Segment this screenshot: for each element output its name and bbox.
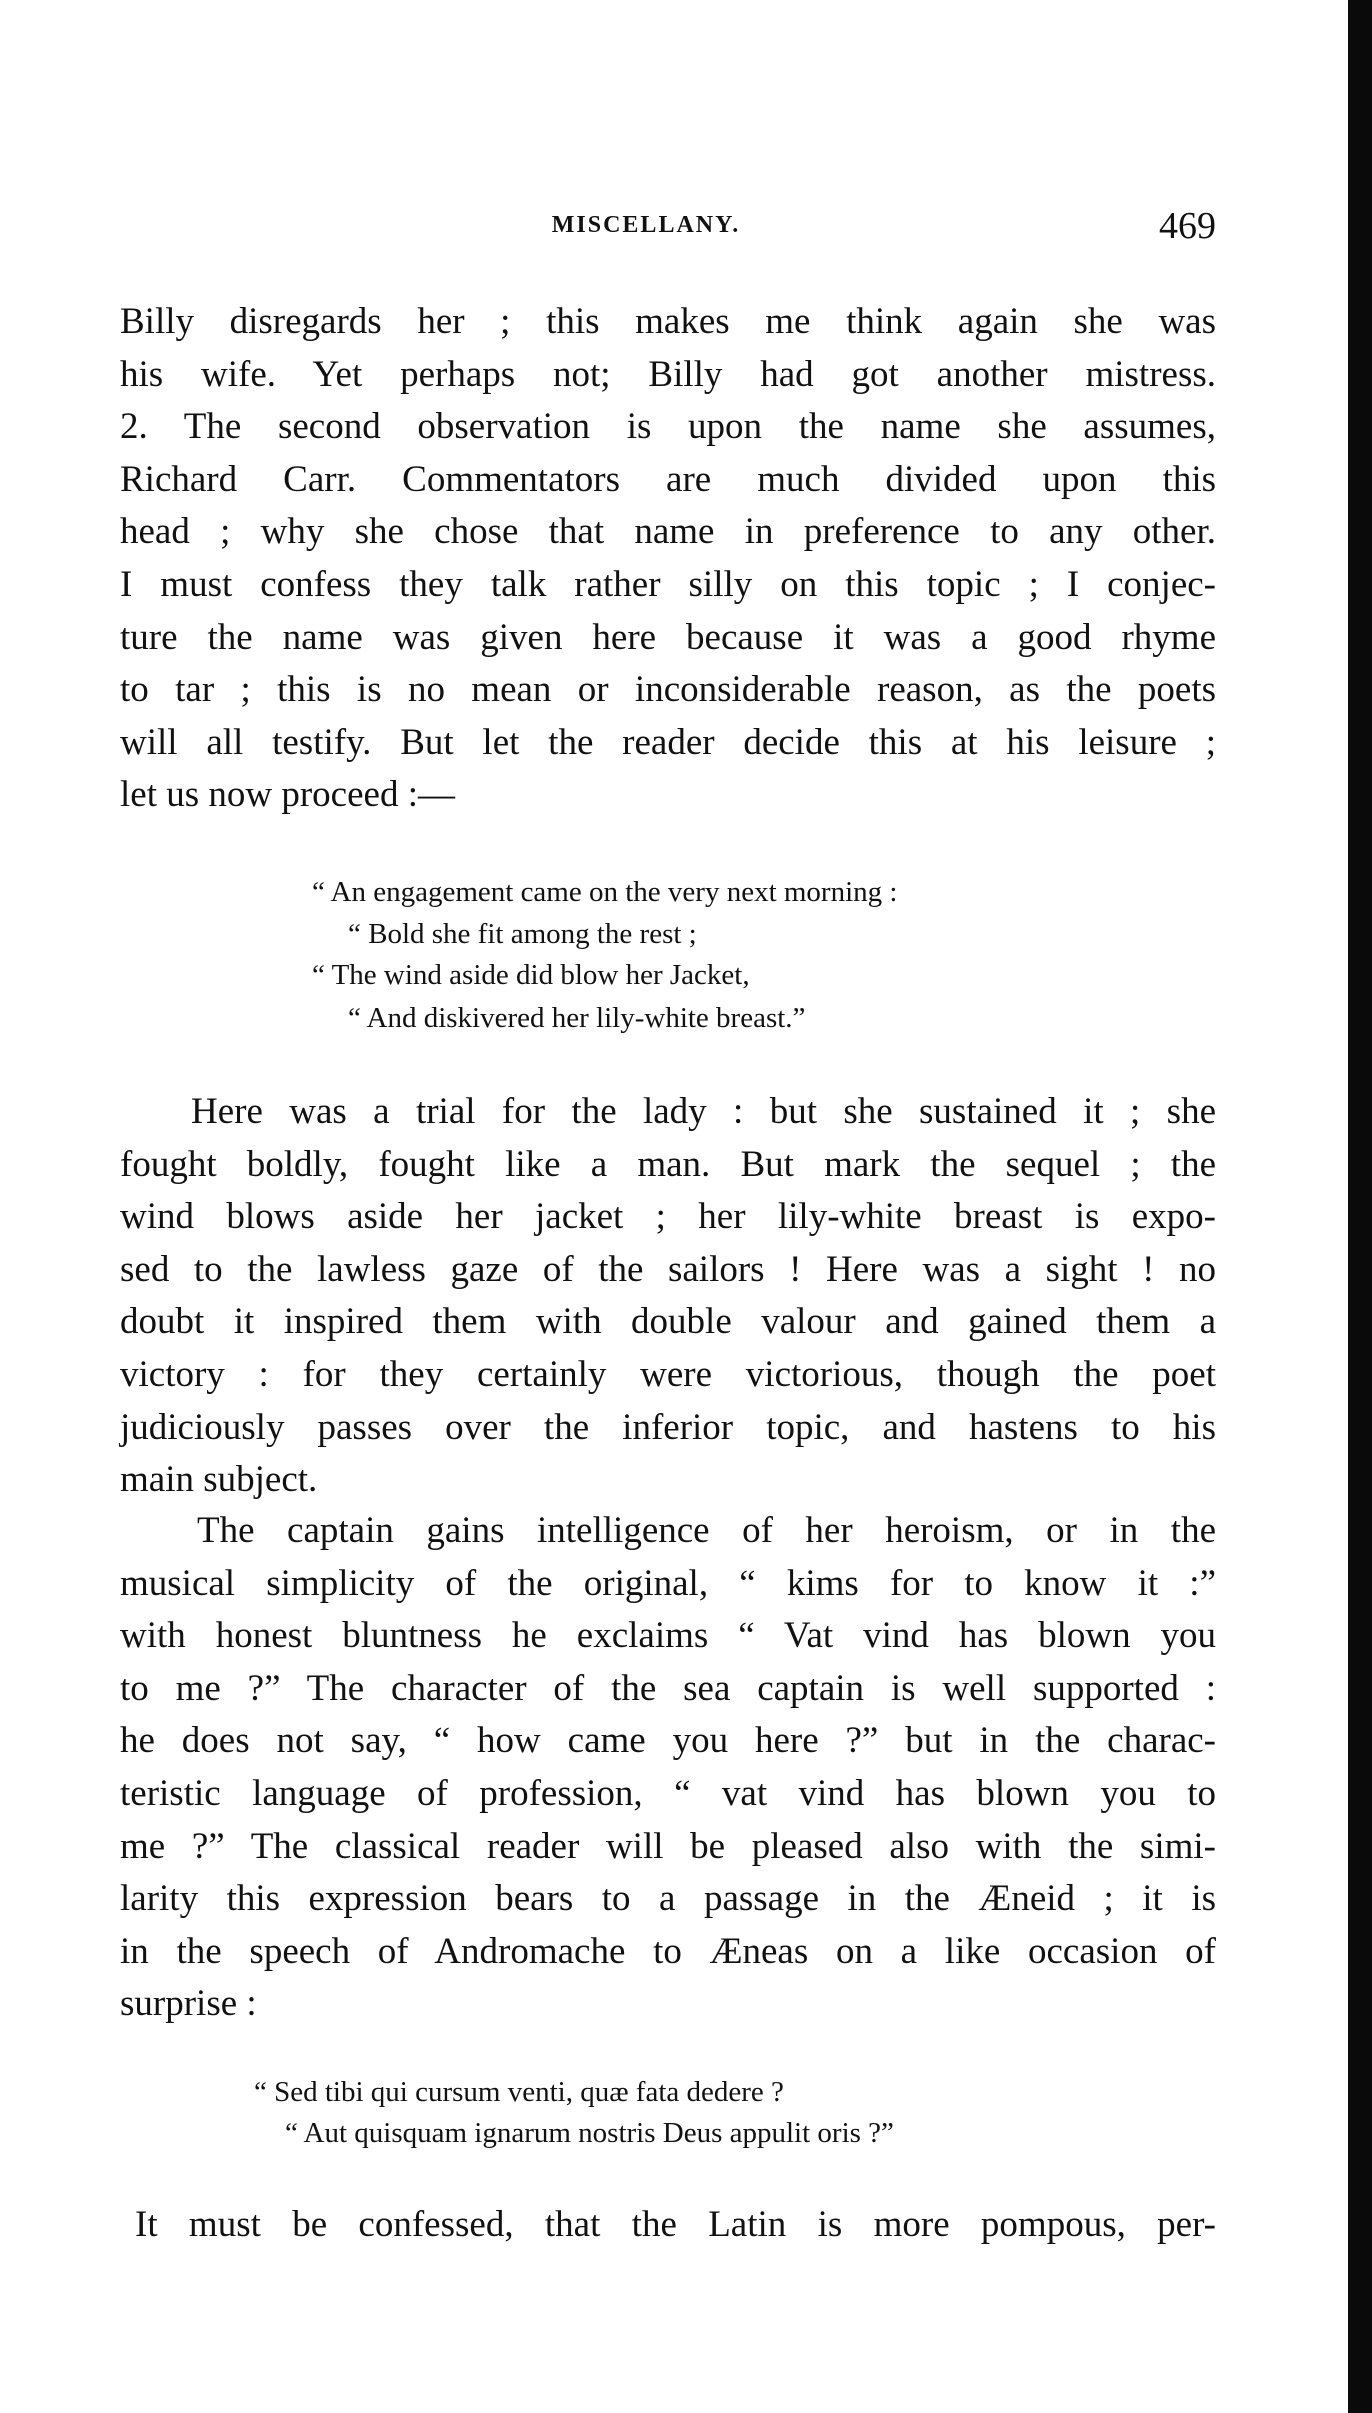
- running-title: MISCELLANY.: [551, 212, 741, 238]
- verse-line: “ The wind aside did blow her Jacket,: [312, 959, 750, 991]
- text-line: Billy disregards her ; this makes me think again she was: [120, 301, 1216, 342]
- page-number: 469: [1159, 205, 1216, 247]
- text-line: I must confess they talk rather silly on this topic ; I conjec-: [120, 564, 1216, 605]
- text-line: victory : for they certainly were victorious, though the poet: [120, 1354, 1216, 1395]
- text-line: fought boldly, fought like a man. But mark the sequel ; the: [120, 1143, 1216, 1185]
- text-line: will all testify. But let the reader decide this at his leisure ;: [120, 721, 1216, 763]
- text-line: wind blows aside her jacket ; her lily-white breast is expo-: [120, 1196, 1216, 1238]
- verse-line: “ Aut quisquam ignarum nostris Deus appulit oris ?”: [285, 2117, 894, 2149]
- text-line: sed to the lawless gaze of the sailors ! Here was a sight ! no: [120, 1248, 1216, 1290]
- text-line: let us now proceed :—: [120, 774, 455, 816]
- text-line: Richard Carr. Commentators are much divided upon this: [120, 458, 1216, 500]
- text-line: main subject.: [120, 1459, 318, 1501]
- text-line: in the speech of Andromache to Æneas on a like occasion of: [120, 1930, 1216, 1972]
- text-line: doubt it inspired them with double valour and gained them a: [120, 1301, 1216, 1343]
- text-line: he does not say, “ how came you here ?” but in the charac-: [120, 1720, 1216, 1762]
- text-line: me ?” The classical reader will be pleased also with the simi-: [120, 1825, 1216, 1867]
- verse-line: “ And diskivered her lily-white breast.”: [348, 1002, 806, 1034]
- text-line: to tar ; this is no mean or inconsiderable reason, as the poets: [120, 669, 1216, 711]
- verse-line: “ An engagement came on the very next morning :: [312, 876, 898, 908]
- text-line: It must be confessed, that the Latin is more pompous, per-: [135, 2204, 1216, 2245]
- verse-line: “ Bold she fit among the rest ;: [348, 918, 697, 950]
- text-line: larity this expression bears to a passage in the Æneid ; it is: [120, 1878, 1216, 1920]
- text-line: with honest bluntness he exclaims “ Vat vind has blown you: [120, 1615, 1216, 1657]
- text-line: The captain gains intelligence of her heroism, or in the: [197, 1510, 1216, 1551]
- text-line: surprise :: [120, 1983, 257, 2025]
- page-edge-shadow: [1348, 0, 1372, 2413]
- verse-line: “ Sed tibi qui cursum venti, quæ fata dedere ?: [254, 2076, 784, 2108]
- text-line: to me ?” The character of the sea captain is well supported :: [120, 1667, 1216, 1709]
- text-line: judiciously passes over the inferior topic, and hastens to his: [120, 1406, 1216, 1448]
- text-line: ture the name was given here because it was a good rhyme: [120, 616, 1216, 658]
- text-line: head ; why she chose that name in preference to any other.: [120, 511, 1216, 553]
- text-line: 2. The second observation is upon the name she assumes,: [120, 406, 1216, 448]
- text-line: his wife. Yet perhaps not; Billy had got another mistress.: [120, 353, 1216, 395]
- text-line: teristic language of profession, “ vat vind has blown you to: [120, 1773, 1216, 1814]
- text-line: Here was a trial for the lady : but she sustained it ; she: [191, 1091, 1216, 1132]
- text-line: musical simplicity of the original, “ kims for to know it :”: [120, 1562, 1216, 1604]
